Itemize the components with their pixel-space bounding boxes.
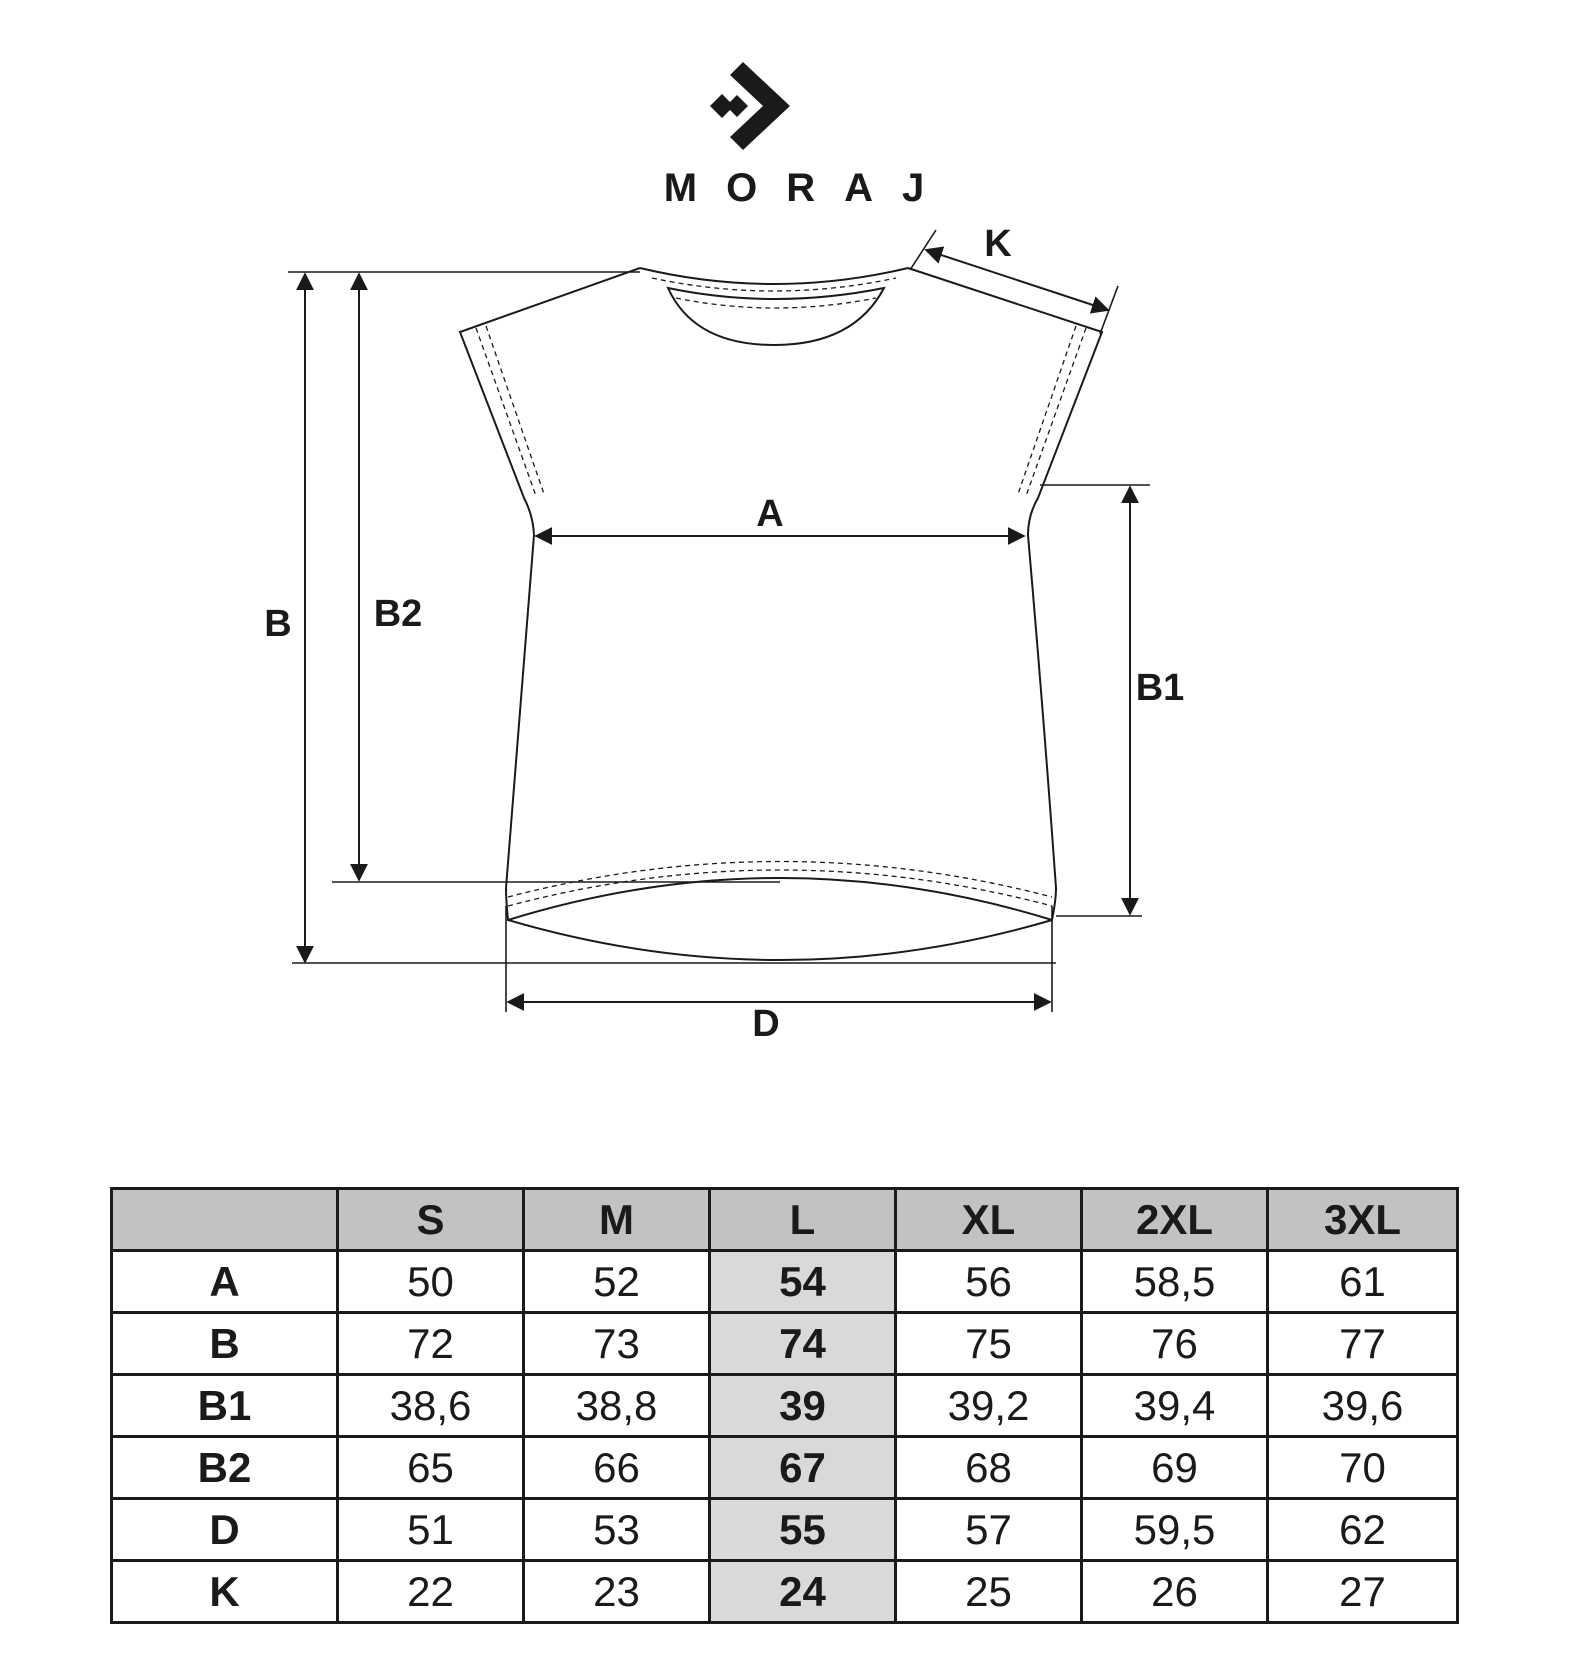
cell-b-m: 73 (524, 1313, 710, 1375)
cell-b-s: 72 (338, 1313, 524, 1375)
size-header-2xl: 2XL (1082, 1189, 1268, 1251)
brand-name: MORAJ (663, 166, 954, 210)
table-row (112, 1313, 1458, 1375)
cell-k-m: 23 (524, 1561, 710, 1623)
table-row (112, 1437, 1458, 1499)
cell-b-3xl: 77 (1268, 1313, 1458, 1375)
cell-a-xl: 56 (896, 1251, 1082, 1313)
cell-d-s: 51 (338, 1499, 524, 1561)
row-label-b: B (112, 1313, 338, 1375)
cell-a-2xl: 58,5 (1082, 1251, 1268, 1313)
row-label-b1: B1 (112, 1375, 338, 1437)
collar-outer (640, 268, 908, 284)
collar-inner (668, 288, 884, 345)
arrow-k (926, 250, 1108, 310)
size-header-l: L (710, 1189, 896, 1251)
cell-b1-3xl: 39,6 (1268, 1375, 1458, 1437)
cell-b1-l: 39 (710, 1375, 896, 1437)
label-k: K (984, 223, 1012, 265)
sleeve-left-stitch-2 (486, 326, 544, 494)
cell-d-xl: 57 (896, 1499, 1082, 1561)
label-a: A (756, 493, 784, 535)
row-label-k: K (112, 1561, 338, 1623)
cell-b2-s: 65 (338, 1437, 524, 1499)
hem-stitch (508, 862, 1052, 898)
size-header-m: M (524, 1189, 710, 1251)
cell-k-l: 24 (710, 1561, 896, 1623)
label-b: B (264, 603, 292, 645)
label-b2: B2 (373, 593, 423, 635)
cell-b2-3xl: 70 (1268, 1437, 1458, 1499)
cell-d-l: 55 (710, 1499, 896, 1561)
cell-b1-m: 38,8 (524, 1375, 710, 1437)
size-header-s: S (338, 1189, 524, 1251)
row-label-d: D (112, 1499, 338, 1561)
cell-b1-xl: 39,2 (896, 1375, 1082, 1437)
cell-d-m: 53 (524, 1499, 710, 1561)
size-header-xl: XL (896, 1189, 1082, 1251)
table-body (112, 1251, 1458, 1623)
cell-a-m: 52 (524, 1251, 710, 1313)
cell-k-s: 22 (338, 1561, 524, 1623)
label-b1: B1 (1135, 667, 1185, 709)
sleeve-left-stitch (476, 328, 536, 496)
hem-stitch-2 (508, 870, 1052, 906)
cell-b2-l: 67 (710, 1437, 896, 1499)
cell-b2-xl: 68 (896, 1437, 1082, 1499)
cell-a-l: 54 (710, 1251, 896, 1313)
cell-k-3xl: 27 (1268, 1561, 1458, 1623)
cell-k-2xl: 26 (1082, 1561, 1268, 1623)
row-label-a: A (112, 1251, 338, 1313)
stitching (476, 278, 1086, 906)
tshirt-outline (460, 268, 1102, 960)
cell-b1-2xl: 39,4 (1082, 1375, 1268, 1437)
tshirt-body (460, 268, 1102, 960)
cell-b2-m: 66 (524, 1437, 710, 1499)
hem-line (508, 878, 1052, 920)
table-corner-cell (112, 1189, 338, 1251)
label-d: D (752, 1003, 780, 1045)
cell-d-2xl: 59,5 (1082, 1499, 1268, 1561)
dimension-arrows (305, 250, 1130, 1002)
cell-b2-2xl: 69 (1082, 1437, 1268, 1499)
table-row (112, 1251, 1458, 1313)
sleeve-right-stitch-2 (1018, 326, 1076, 494)
size-chart-table (110, 1187, 1459, 1624)
cell-b-2xl: 76 (1082, 1313, 1268, 1375)
table-row (112, 1375, 1458, 1437)
table-header-row (112, 1189, 1458, 1251)
table-row (112, 1561, 1458, 1623)
row-label-b2: B2 (112, 1437, 338, 1499)
sleeve-right-stitch (1026, 328, 1086, 496)
cell-d-3xl: 62 (1268, 1499, 1458, 1561)
cell-a-3xl: 61 (1268, 1251, 1458, 1313)
cell-k-xl: 25 (896, 1561, 1082, 1623)
table-row (112, 1499, 1458, 1561)
size-header-3xl: 3XL (1268, 1189, 1458, 1251)
cell-b-xl: 75 (896, 1313, 1082, 1375)
cell-b1-s: 38,6 (338, 1375, 524, 1437)
cell-a-s: 50 (338, 1251, 524, 1313)
cell-b-l: 74 (710, 1313, 896, 1375)
